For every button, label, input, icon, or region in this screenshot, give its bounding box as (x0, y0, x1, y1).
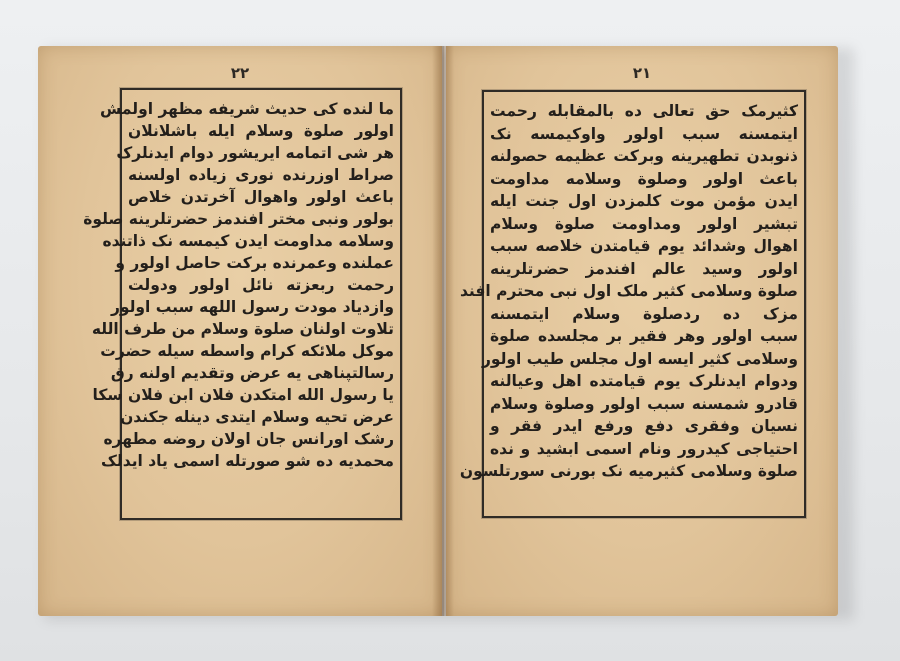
left-text-frame (83, 88, 402, 520)
text-line: باعث اولور وصلوة وسلامه مداومت (490, 169, 798, 188)
text-line: کثیرمک حق تعالی ده بالمقابله رحمت (490, 102, 798, 120)
text-line: محمدیه ده شو صورتله اسمی یاد ایدلک (101, 452, 394, 470)
right-page-number: ٢١ (632, 64, 652, 82)
text-line: ما لنده کی حدیث شریفه مظهر اولمش (100, 100, 394, 118)
text-line: صراط اوزرنده نوری زیاده اولسنه (128, 166, 394, 184)
text-line: هر شی اتمامه ایریشور دوام ایدنلرک (116, 144, 394, 162)
left-page-number: ٢٢ (230, 64, 250, 82)
book-gutter (432, 46, 454, 616)
text-line: سبب اولور وهر فقیر بر مجلسده صلوة (490, 327, 798, 345)
text-line: وسلامی کثیر ایسه اول مجلس طیب اولور (481, 349, 798, 368)
right-page (446, 46, 838, 616)
text-line: بولور ونبی مختر افندمز حضرتلرینه صلوة (83, 210, 394, 228)
text-line: احتیاجی کیدرور ونام اسمی ابشید و نده (490, 439, 798, 458)
text-line: اولور وسید عالم افندمز حضرتلرینه (490, 259, 798, 278)
text-line: رشک اورانس جان اولان روضه مطهره (103, 430, 394, 448)
text-line: عملنده وعمرنده برکت حاصل اولور و (115, 254, 394, 272)
left-text-block (83, 90, 400, 518)
text-line: موکل ملائکه کرام واسطه سیله حضرت (100, 342, 394, 360)
text-line: تبشیر اولور ومداومت صلوة وسلام (490, 214, 798, 233)
text-line: ایدن مؤمن موت کلمزدن اول جنت ایله (490, 192, 798, 210)
text-line: یا رسول الله امتکدن فلان ابن فلان سکا (92, 386, 394, 404)
text-line: عرض تحیه وسلام ایتدی دینله جکندن (120, 408, 394, 426)
text-line: ودوام ایدنلرک یوم قیامتده اهل وعیالنه (490, 372, 798, 390)
text-line: مزک ده ردصلوة وسلام ایتمسنه (490, 304, 798, 323)
text-line: اولور صلوة وسلام ایله باشلانلان (128, 122, 394, 140)
text-line: ایتمسنه سبب اولور واوکیمسه نک (490, 124, 798, 143)
text-line: اهوال وشدائد یوم قیامتدن خلاصه سبب (490, 237, 798, 255)
text-line: رحمت ربعزته نائل اولور ودولت (128, 276, 394, 294)
text-line: وازدیاد مودت رسول اللهه سبب اولور (110, 298, 394, 316)
text-line: ذنوبدن تطهیرینه وبرکت عظیمه حصولنه (490, 147, 798, 165)
text-line: باعث اولور واهوال آخرتدن خلاص (128, 188, 394, 206)
text-line: رسالتپناهی یه عرض وتقدیم اولنه رق (110, 364, 394, 382)
text-line: تلاوت اولنان صلوة وسلام من طرف الله (91, 320, 394, 338)
text-line: قادرو شمسنه سبب اولور وصلوة وسلام (490, 394, 798, 413)
right-text-frame (459, 90, 806, 518)
text-line: وسلامه مداومت ایدن کیمسه نک ذاتنده (102, 232, 394, 250)
text-line: نسیان وفقری دفع ورفع ایدر فقر و (490, 417, 798, 435)
right-text-block (459, 92, 804, 516)
text-line: صلوة وسلامی کثیر ملک اول نبی محترم افند (459, 282, 798, 300)
text-line: صلوة وسلامی کثیرمیه نک بورنی سورتلسون (459, 462, 798, 480)
left-page (38, 46, 442, 616)
